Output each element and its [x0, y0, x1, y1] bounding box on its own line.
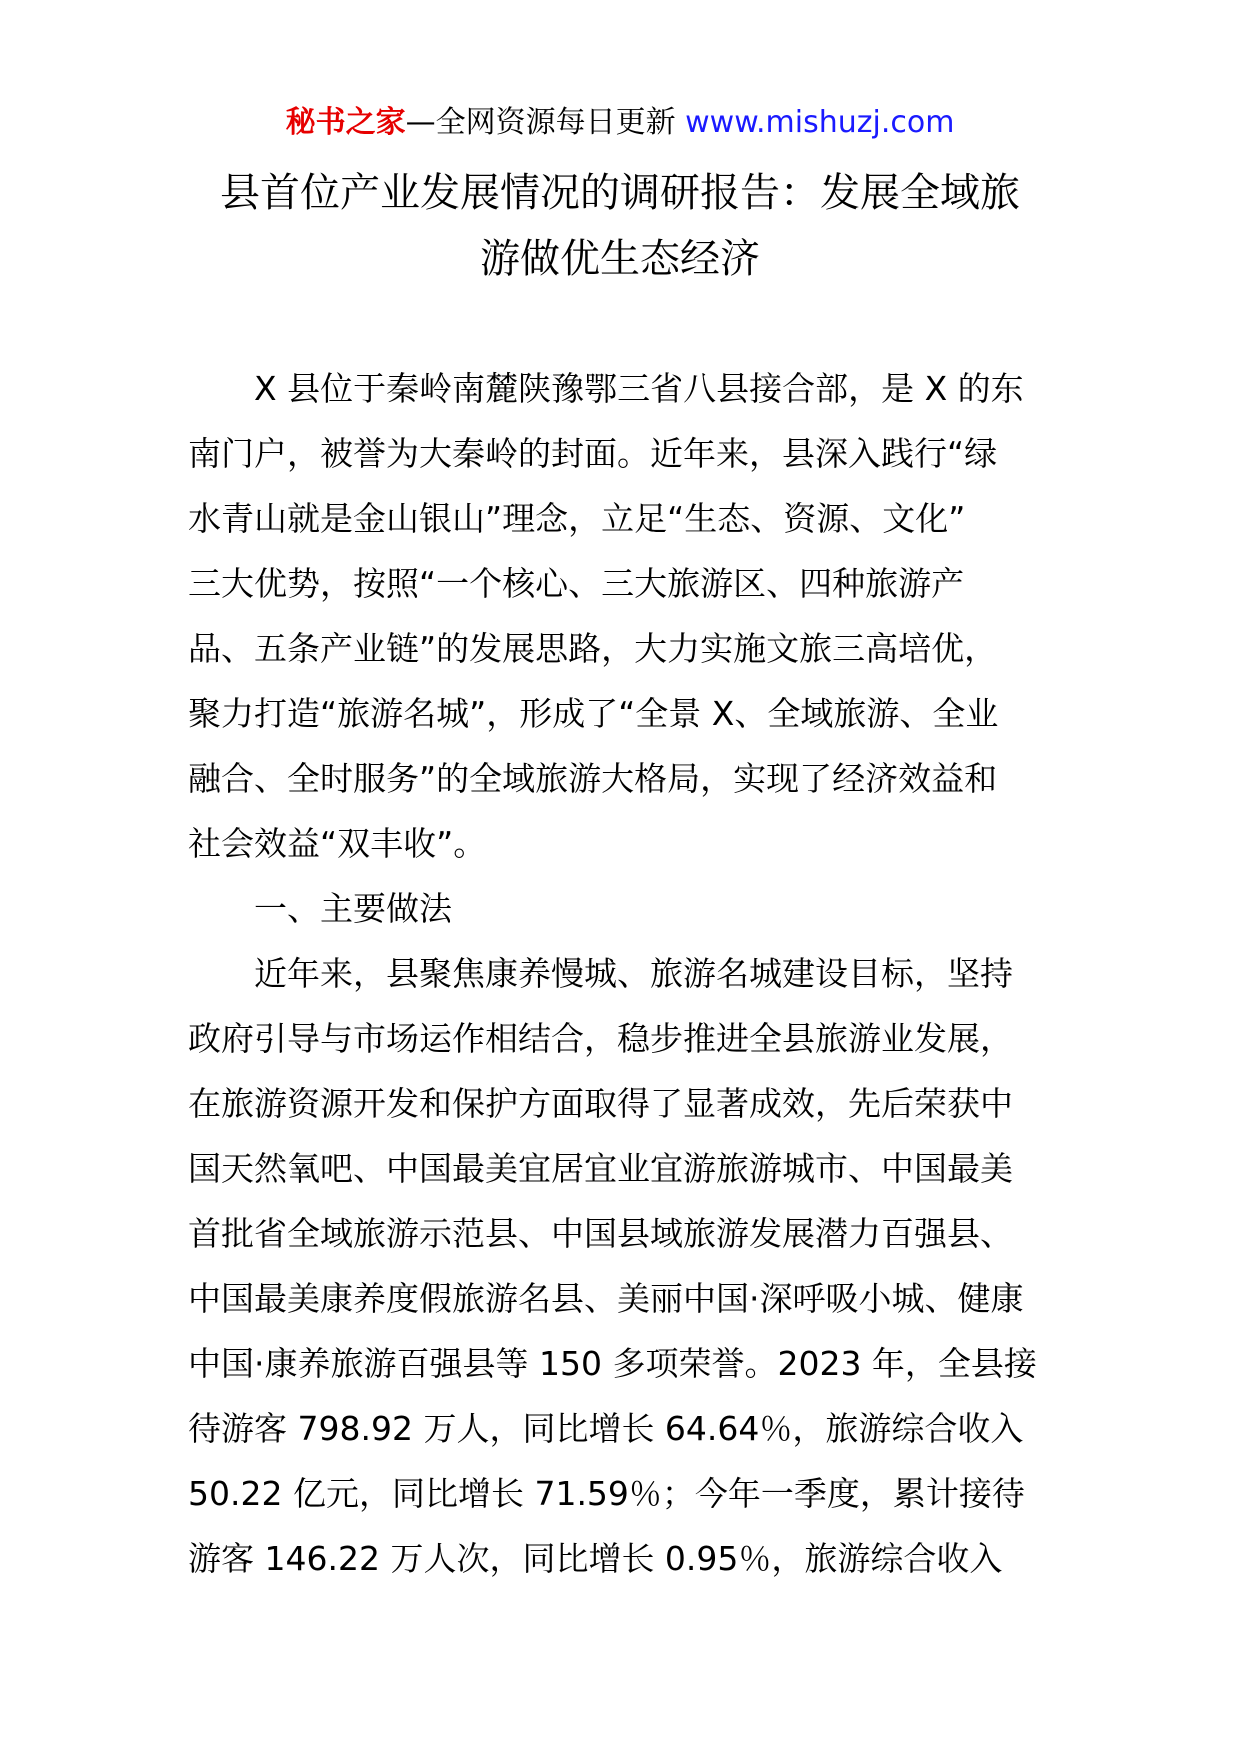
paragraph-line: X 县位于秦岭南麓陕豫鄂三省八县接合部，是 X 的东	[254, 369, 1024, 408]
document-body	[188, 356, 1068, 1591]
paragraph-line: 游客 146.22 万人次，同比增长 0.95％，旅游综合收入	[188, 1539, 1003, 1578]
header-slogan: —全网资源每日更新	[405, 105, 686, 140]
brand-name: 秘书之家	[285, 105, 406, 140]
paragraph-line: 中国最美康养度假旅游名县、美丽中国·深呼吸小城、健康	[188, 1279, 1024, 1318]
paragraph-line: 三大优势，按照“一个核心、三大旅游区、四种旅游产	[188, 564, 965, 603]
paragraph-line: 水青山就是金山银山”理念，立足“生态、资源、文化”	[188, 499, 966, 538]
paragraph-line: 国天然氧吧、中国最美宜居宜业宜游旅游城市、中国最美	[188, 1149, 1013, 1188]
paragraph-line: 聚力打造“旅游名城”，形成了“全景 X、全域旅游、全业	[188, 694, 999, 733]
title-line-1: 县首位产业发展情况的调研报告：发展全域旅	[220, 170, 1020, 216]
paragraph-line: 社会效益“双丰收”。	[188, 824, 487, 863]
paragraph-line: 政府引导与市场运作相结合，稳步推进全县旅游业发展，	[188, 1019, 1013, 1058]
section-heading: 一、主要做法	[254, 889, 452, 928]
title-line-2: 游做优生态经济	[480, 236, 760, 282]
paragraph-line: 在旅游资源开发和保护方面取得了显著成效，先后荣获中	[188, 1084, 1013, 1123]
site-url-link[interactable]: www.mishuzj.com	[685, 105, 955, 140]
paragraph-line: 融合、全时服务”的全域旅游大格局，实现了经济效益和	[188, 759, 998, 798]
paragraph-line: 首批省全域旅游示范县、中国县域旅游发展潜力百强县、	[188, 1214, 1013, 1253]
paragraph-line: 品、五条产业链”的发展思路，大力实施文旅三高培优，	[188, 629, 998, 668]
paragraph-line: 近年来，县聚焦康养慢城、旅游名城建设目标，坚持	[254, 954, 1013, 993]
paragraph-line: 50.22 亿元，同比增长 71.59％；今年一季度，累计接待	[188, 1474, 1025, 1513]
document-title	[150, 160, 1090, 292]
paragraph-line: 待游客 798.92 万人，同比增长 64.64％，旅游综合收入	[188, 1409, 1024, 1448]
site-header	[0, 100, 1240, 146]
paragraph-line: 南门户，被誉为大秦岭的封面。近年来，县深入践行“绿	[188, 434, 998, 473]
paragraph-line: 中国·康养旅游百强县等 150 多项荣誉。2023 年，全县接	[188, 1344, 1037, 1383]
